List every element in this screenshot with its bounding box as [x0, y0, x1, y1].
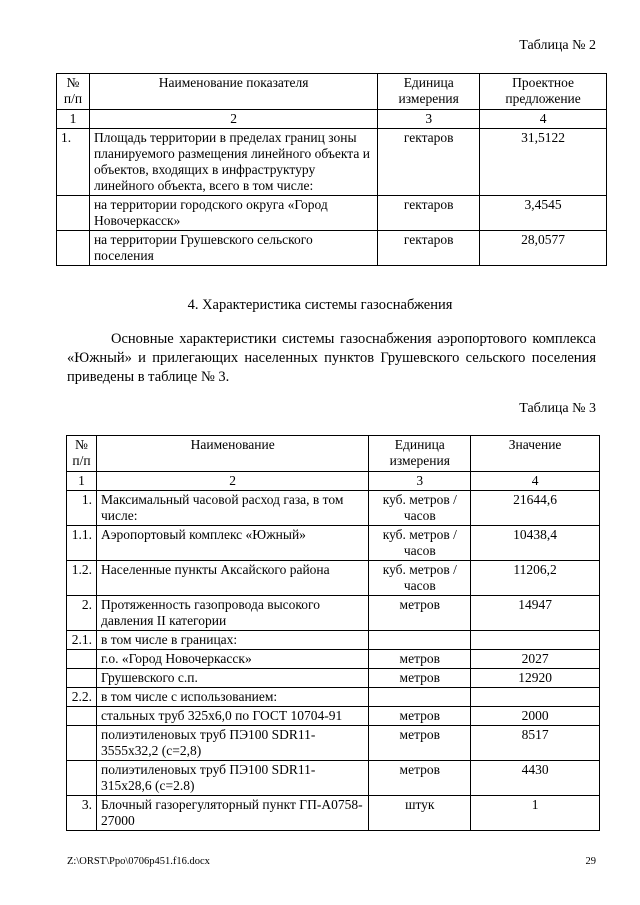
row-name: Максимальный часовой расход газа, в том числе: — [96, 491, 368, 526]
table-row — [67, 561, 600, 596]
row-unit: куб. метров / часов — [369, 561, 471, 596]
row-value: 10438,4 — [471, 526, 600, 561]
table-row — [57, 196, 607, 231]
row-num: 2. — [67, 596, 97, 631]
row-num: 2.2. — [67, 688, 97, 707]
table3-colnum: 2 — [96, 472, 368, 491]
row-unit: метров — [369, 707, 471, 726]
table3-colnum: 1 — [67, 472, 97, 491]
table-row — [67, 669, 600, 688]
table-row — [67, 796, 600, 831]
row-unit: гектаров — [378, 129, 480, 196]
table-row — [67, 688, 600, 707]
table-row — [67, 631, 600, 650]
table2-header-value: Проектное предложение — [480, 74, 607, 110]
row-unit: метров — [369, 761, 471, 796]
row-value: 31,5122 — [480, 129, 607, 196]
row-num — [67, 761, 97, 796]
row-num: 1. — [57, 129, 90, 196]
table-row — [57, 231, 607, 266]
row-num: 1.2. — [67, 561, 97, 596]
table2-number-row — [57, 110, 607, 129]
table2-colnum: 1 — [57, 110, 90, 129]
table2-header-unit: Единица измерения — [378, 74, 480, 110]
row-unit: метров — [369, 726, 471, 761]
row-value: 3,4545 — [480, 196, 607, 231]
footer-file-path: Z:\ORST\Ppo\0706p451.f16.docx — [67, 856, 210, 867]
row-unit: куб. метров / часов — [369, 491, 471, 526]
row-value: 1 — [471, 796, 600, 831]
table3-header-value: Значение — [471, 436, 600, 472]
section-title: 4. Характеристика системы газоснабжения — [187, 297, 453, 313]
row-name: в том числе в границах: — [96, 631, 368, 650]
table3-number-row — [67, 472, 600, 491]
row-unit: штук — [369, 796, 471, 831]
row-unit — [369, 631, 471, 650]
row-name: в том числе с использованием: — [96, 688, 368, 707]
table2 — [56, 73, 607, 266]
table3-caption: Таблица № 3 — [519, 401, 596, 416]
table2-caption: Таблица № 2 — [519, 38, 596, 53]
table-row — [67, 491, 600, 526]
row-unit: метров — [369, 669, 471, 688]
row-value: 11206,2 — [471, 561, 600, 596]
table3-colnum: 4 — [471, 472, 600, 491]
table-row — [67, 707, 600, 726]
table3 — [66, 435, 600, 831]
row-name: Площадь территории в пределах границ зоны планируемого размещения линейного объекта и объектов, входящих в инфраструктуру линейного объекта, всего в том числе: — [89, 129, 377, 196]
row-num: 2.1. — [67, 631, 97, 650]
table-row — [67, 526, 600, 561]
table3-header-name: Наименование — [96, 436, 368, 472]
footer-page-number: 29 — [585, 856, 596, 867]
row-value — [471, 631, 600, 650]
row-num: 1. — [67, 491, 97, 526]
table2-colnum: 3 — [378, 110, 480, 129]
row-name: Аэропортовый комплекс «Южный» — [96, 526, 368, 561]
row-num — [57, 231, 90, 266]
table3-header-unit: Единица измерения — [369, 436, 471, 472]
row-num — [67, 650, 97, 669]
row-value: 2000 — [471, 707, 600, 726]
row-name: Блочный газорегуляторный пункт ГП-А0758-27000 — [96, 796, 368, 831]
table2-header-row — [57, 74, 607, 110]
row-value: 28,0577 — [480, 231, 607, 266]
row-name: на территории городского округа «Город Новочеркасск» — [89, 196, 377, 231]
row-unit — [369, 688, 471, 707]
row-unit: гектаров — [378, 231, 480, 266]
row-name: Протяженность газопровода высокого давления II категории — [96, 596, 368, 631]
table2-header-name: Наименование показателя — [89, 74, 377, 110]
row-name: Грушевского с.п. — [96, 669, 368, 688]
row-unit: метров — [369, 650, 471, 669]
row-num — [67, 707, 97, 726]
row-name: стальных труб 325х6,0 по ГОСТ 10704-91 — [96, 707, 368, 726]
row-unit: метров — [369, 596, 471, 631]
table-row — [57, 129, 607, 196]
table-row — [67, 726, 600, 761]
row-unit: куб. метров / часов — [369, 526, 471, 561]
table-row — [67, 596, 600, 631]
table2-header-num: № п/п — [57, 74, 90, 110]
table2-colnum: 2 — [89, 110, 377, 129]
row-num — [67, 726, 97, 761]
row-value: 4430 — [471, 761, 600, 796]
row-value: 2027 — [471, 650, 600, 669]
row-num — [67, 669, 97, 688]
row-name: г.о. «Город Новочеркасск» — [96, 650, 368, 669]
table3-header-num: № п/п — [67, 436, 97, 472]
row-num: 3. — [67, 796, 97, 831]
row-value — [471, 688, 600, 707]
row-name: Населенные пункты Аксайского района — [96, 561, 368, 596]
row-value: 12920 — [471, 669, 600, 688]
table3-header-row — [67, 436, 600, 472]
body-paragraph: Основные характеристики системы газоснабжения аэропортового комплекса «Южный» и прилегающих населенных пунктов Грушевского сельского поселения приведены в таблице № 3. — [67, 331, 596, 385]
table-row — [67, 650, 600, 669]
table2-colnum: 4 — [480, 110, 607, 129]
row-unit: гектаров — [378, 196, 480, 231]
row-num: 1.1. — [67, 526, 97, 561]
row-name: на территории Грушевского сельского поселения — [89, 231, 377, 266]
table3-colnum: 3 — [369, 472, 471, 491]
row-num — [57, 196, 90, 231]
table-row — [67, 761, 600, 796]
row-value: 14947 — [471, 596, 600, 631]
row-value: 21644,6 — [471, 491, 600, 526]
row-name: полиэтиленовых труб ПЭ100 SDR11-3555x32,2 (с=2,8) — [96, 726, 368, 761]
row-value: 8517 — [471, 726, 600, 761]
row-name: полиэтиленовых труб ПЭ100 SDR11-315x28,6 (с=2.8) — [96, 761, 368, 796]
